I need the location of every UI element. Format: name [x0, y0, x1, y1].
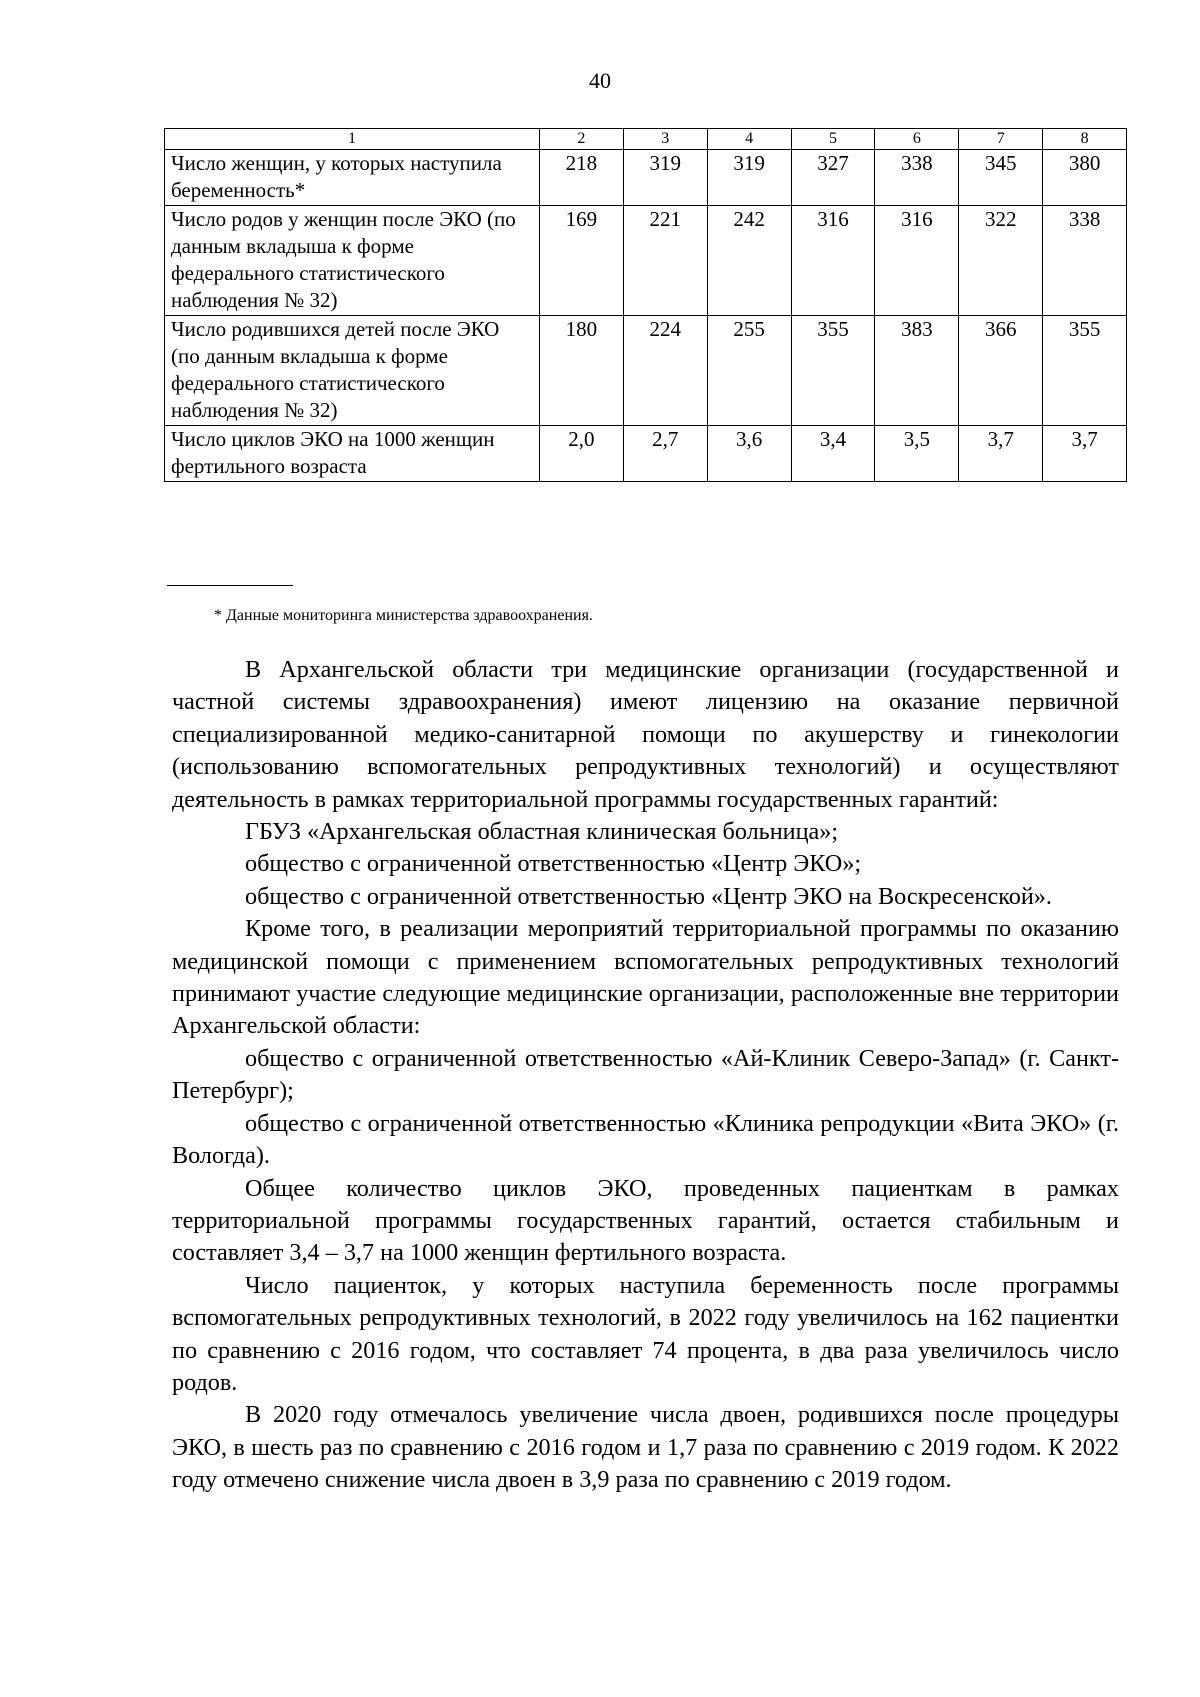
paragraph: общество с ограниченной ответственностью «Центр ЭКО на Воскресенской».: [245, 882, 1052, 910]
table-cell: 3,6: [707, 426, 791, 482]
row-label: Число циклов ЭКО на 1000 женщин фертильного возраста: [165, 426, 540, 482]
page-number: 40: [589, 68, 611, 93]
footnote: * Данные мониторинга министерства здравоохранения.: [214, 607, 593, 624]
body-text: [172, 654, 1119, 1497]
column-number: 7: [959, 129, 1043, 150]
table-cell: 3,7: [1043, 426, 1127, 482]
table-row: [165, 206, 1127, 316]
table-row: [165, 426, 1127, 482]
table-cell: 355: [1043, 316, 1127, 426]
table-cell: 255: [707, 316, 791, 426]
paragraph: ГБУЗ «Архангельская областная клиническая больница»;: [245, 818, 839, 846]
row-label: Число женщин, у которых наступила беременность*: [165, 150, 540, 206]
table-cell: 383: [875, 316, 959, 426]
table-cell: 345: [959, 150, 1043, 206]
table-cell: 2,7: [623, 426, 707, 482]
table-cell: 327: [791, 150, 875, 206]
table-cell: 316: [791, 206, 875, 316]
table-cell: 180: [540, 316, 624, 426]
row-label: Число родов у женщин после ЭКО (по данным вкладыша к форме федерального статистического наблюдения № 32): [165, 206, 540, 316]
table-cell: 3,5: [875, 426, 959, 482]
table-header-row: [165, 129, 1127, 150]
table-cell: 3,4: [791, 426, 875, 482]
table-cell: 355: [791, 316, 875, 426]
paragraph: Число пациенток, у которых наступила беременность после программы вспомогательных репродуктивных технологий, в 2022 году увеличилось на 162 пациентки по сравнению с 2016 годом, что составляет 74 процента, в два раза увеличилось число родов.: [172, 1271, 1119, 1396]
column-number: 4: [707, 129, 791, 150]
table-cell: 224: [623, 316, 707, 426]
table-cell: 338: [1043, 206, 1127, 316]
table-cell: 319: [707, 150, 791, 206]
column-number: 3: [623, 129, 707, 150]
table-cell: 169: [540, 206, 624, 316]
table-cell: 380: [1043, 150, 1127, 206]
paragraph: общество с ограниченной ответственностью «Клиника репродукции «Вита ЭКО» (г. Вологда).: [172, 1109, 1119, 1170]
table-cell: 218: [540, 150, 624, 206]
table-cell: 2,0: [540, 426, 624, 482]
column-number: 1: [165, 129, 540, 150]
paragraph: Кроме того, в реализации мероприятий территориальной программы по оказанию медицинской помощи с применением вспомогательных репродуктивных технологий принимают участие следующие медицинские организации, расположенные вне территории Архангельской области:: [172, 915, 1119, 1040]
column-number: 6: [875, 129, 959, 150]
column-number: 5: [791, 129, 875, 150]
paragraph: Общее количество циклов ЭКО, проведенных пациенткам в рамках территориальной программы государственных гарантий, остается стабильным и составляет 3,4 – 3,7 на 1000 женщин фертильного возраста.: [172, 1174, 1119, 1267]
table-cell: 338: [875, 150, 959, 206]
table-cell: 316: [875, 206, 959, 316]
table-cell: 319: [623, 150, 707, 206]
table-cell: 3,7: [959, 426, 1043, 482]
table-cell: 242: [707, 206, 791, 316]
column-number: 2: [540, 129, 624, 150]
statistics-table: [164, 128, 1127, 482]
paragraph: В 2020 году отмечалось увеличение числа двоен, родившихся после процедуры ЭКО, в шесть раз по сравнению с 2016 годом и 1,7 раза по сравнению с 2019 годом. К 2022 году отмечено снижение числа двоен в 3,9 раза по сравнению с 2019 годом.: [172, 1401, 1119, 1494]
paragraph: общество с ограниченной ответственностью «Ай-Клиник Северо-Запад» (г. Санкт-Петербург);: [172, 1044, 1119, 1105]
table-cell: 221: [623, 206, 707, 316]
paragraph: общество с ограниченной ответственностью «Центр ЭКО»;: [245, 850, 862, 878]
paragraph: В Архангельской области три медицинские организации (государственной и частной системы здравоохранения) имеют лицензию на оказание первичной специализированной медико-санитарной помощи по акушерству и гинекологии (использованию вспомогательных репродуктивных технологий) и осуществляют деятельность в рамках территориальной программы государственных гарантий:: [172, 656, 1119, 813]
row-label: Число родившихся детей после ЭКО (по данным вкладыша к форме федерального статистического наблюдения № 32): [165, 316, 540, 426]
table-cell: 322: [959, 206, 1043, 316]
table-row: [165, 316, 1127, 426]
table-row: [165, 150, 1127, 206]
table-cell: 366: [959, 316, 1043, 426]
column-number: 8: [1043, 129, 1127, 150]
footnote-divider: [167, 585, 293, 586]
